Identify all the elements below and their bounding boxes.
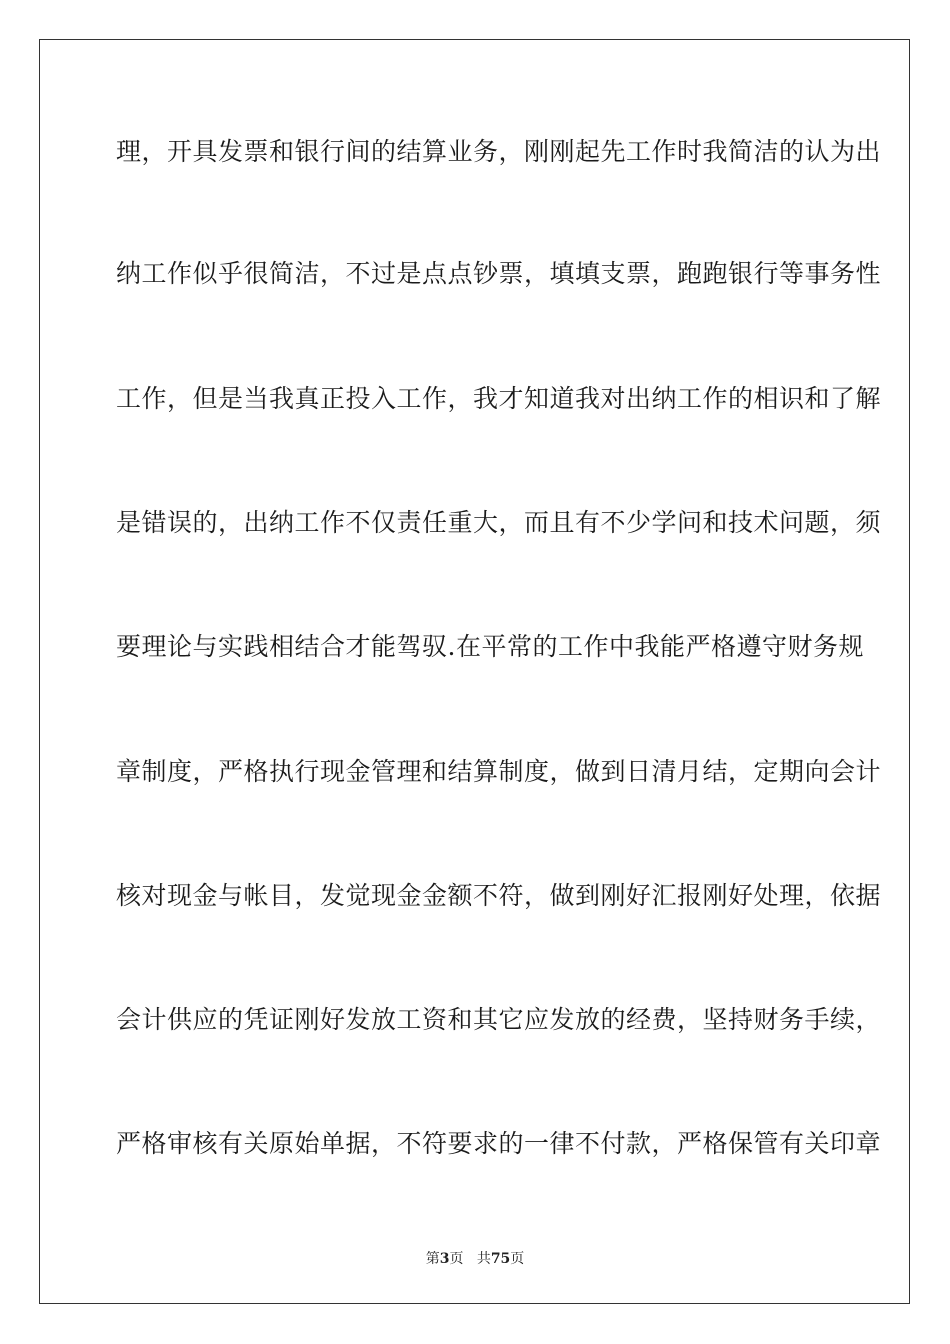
page-suffix: 页	[449, 1251, 464, 1267]
body-text-line: 要理论与实践相结合才能驾驭.在平常的工作中我能严格遵守财务规	[116, 632, 864, 661]
body-text-line: 会计供应的凭证刚好发放工资和其它应发放的经费，坚持财务手续，	[116, 1005, 882, 1034]
page-border	[39, 39, 910, 1304]
total-suffix: 页	[510, 1251, 525, 1267]
page-number-footer	[0, 1248, 950, 1268]
body-text-line: 核对现金与帐目，发觉现金金额不符，做到刚好汇报刚好处理，依据	[116, 881, 882, 910]
body-text-line: 纳工作似乎很简洁，不过是点点钞票，填填支票，跑跑银行等事务性	[116, 259, 882, 288]
body-text-line: 是错误的，出纳工作不仅责任重大，而且有不少学问和技术问题，须	[116, 508, 882, 537]
current-page-number: 3	[439, 1251, 450, 1267]
total-page-count: 75	[490, 1251, 511, 1267]
page-prefix: 第	[425, 1251, 440, 1267]
total-prefix: 共	[476, 1251, 491, 1267]
body-text-line: 理，开具发票和银行间的结算业务，刚刚起先工作时我简洁的认为出	[116, 137, 882, 166]
body-text-line: 严格审核有关原始单据，不符要求的一律不付款，严格保管有关印章	[116, 1129, 882, 1158]
body-text-line: 工作，但是当我真正投入工作，我才知道我对出纳工作的相识和了解	[116, 384, 882, 413]
body-text-line: 章制度，严格执行现金管理和结算制度，做到日清月结，定期向会计	[116, 757, 882, 786]
